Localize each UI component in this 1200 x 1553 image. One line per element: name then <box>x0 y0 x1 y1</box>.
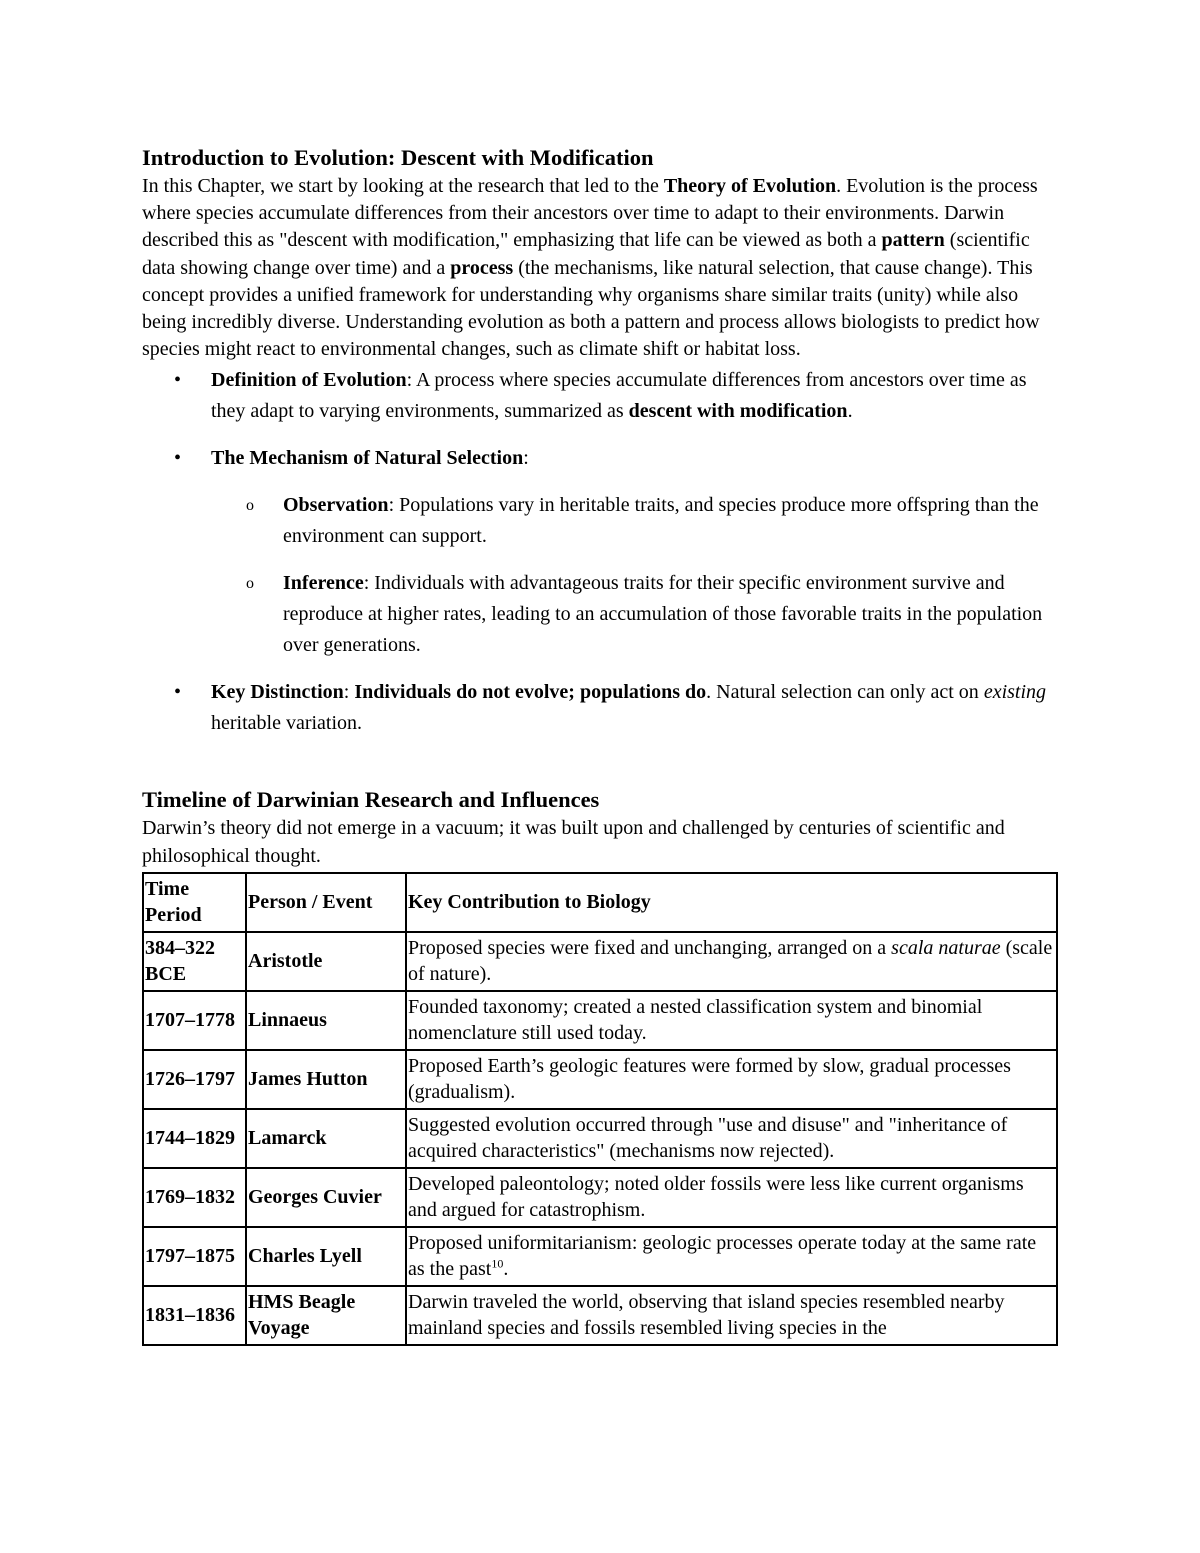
table-row <box>143 1109 1057 1168</box>
table-row <box>143 1168 1057 1227</box>
text: Suggested evolution occurred through "use and disuse" and "inheritance of acquired characteristics" (mechanisms now rejected). <box>408 1113 1008 1163</box>
section-heading: Introduction to Evolution: Descent with Modification <box>142 145 654 170</box>
bold-text: pattern <box>881 229 945 252</box>
header-cell: Person / Event <box>246 873 406 932</box>
text: heritable variation. <box>211 712 363 735</box>
bold-text: process <box>450 256 514 279</box>
list-item-distinction <box>142 677 1058 739</box>
text: : A process where species accumulate differences from ancestors over time as they adapt to varying environments, summarized as <box>211 369 1027 423</box>
text: Proposed Earth’s geologic features were formed by slow, gradual processes (gradualism). <box>408 1054 1011 1104</box>
text: (the mechanisms, like natural selection, that cause change). This concept provides a unified framework for understanding why organisms share similar traits (unity) while also being incredibly diverse. Understanding evolution as both a pattern and process allows biologists to predict how species might react to environmental changes, such as climate shift or habitat loss. <box>142 256 1040 361</box>
contribution-cell <box>406 1286 1057 1345</box>
period-cell: 1726–1797 <box>143 1050 246 1109</box>
table-header-row <box>143 873 1057 932</box>
sub-bullet-icon: o <box>246 497 254 515</box>
bold-text: descent with modification <box>628 400 848 423</box>
bold-text: The Mechanism of Natural Selection <box>211 447 524 470</box>
bullet-icon: • <box>174 681 182 704</box>
contribution-cell <box>406 932 1057 991</box>
contribution-cell <box>406 1227 1057 1286</box>
bold-text: Theory of Evolution <box>663 175 837 197</box>
bullet-list <box>142 365 1058 474</box>
text: Founded taxonomy; created a nested classification system and binomial nomenclature still used today. <box>408 995 983 1045</box>
bullet-icon: • <box>174 447 182 470</box>
text: . <box>847 400 853 423</box>
period-cell: 1744–1829 <box>143 1109 246 1168</box>
table-row <box>143 1227 1057 1286</box>
header-cell: Time Period <box>143 873 246 932</box>
person-cell: Georges Cuvier <box>246 1168 406 1227</box>
bold-text: Definition of Evolution <box>211 369 407 392</box>
sub-bullet-list <box>142 490 1058 661</box>
text: : <box>523 447 529 470</box>
text: Proposed uniformitarianism: geologic processes operate today at the same rate as the past <box>408 1231 1037 1281</box>
table-row <box>143 991 1057 1050</box>
text: : <box>343 681 355 704</box>
contribution-cell <box>406 1050 1057 1109</box>
text: (scale of nature). <box>408 936 1053 986</box>
contribution-cell <box>406 991 1057 1050</box>
timeline-table <box>142 872 1058 1346</box>
intro-paragraph <box>142 173 1058 363</box>
list-item-definition <box>142 365 1058 427</box>
person-cell: Aristotle <box>246 932 406 991</box>
document-page <box>142 143 1058 1346</box>
person-cell: Charles Lyell <box>246 1227 406 1286</box>
contribution-cell <box>406 1109 1057 1168</box>
italic-text: scala naturae <box>891 936 1001 959</box>
footnote-ref: 10 <box>491 1256 504 1271</box>
person-cell: HMS Beagle Voyage <box>246 1286 406 1345</box>
period-cell: 1831–1836 <box>143 1286 246 1345</box>
bold-text: Individuals do not evolve; populations do <box>354 681 707 704</box>
text: . Evolution is the process where species accumulate differences from their ancestors over time to adapt to their environments. Darwin described this as "descent with modification," emphasizing that life can be viewed as both a <box>142 175 1038 252</box>
text: . <box>503 1258 509 1281</box>
person-cell: Lamarck <box>246 1109 406 1168</box>
text: : Individuals with advantageous traits for their specific environment survive and reproduce at higher rates, leading to an accumulation of those favorable traits in the population over generations. <box>283 572 1043 657</box>
bold-text: Inference <box>283 572 364 595</box>
section-heading: Timeline of Darwinian Research and Influences <box>142 787 600 813</box>
bullet-icon: • <box>174 369 182 392</box>
text: : Populations vary in heritable traits, and species produce more offspring than the environment can support. <box>283 494 1039 548</box>
sub-bullet-icon: o <box>246 575 254 593</box>
text: . Natural selection can only act on <box>706 681 984 704</box>
text: Developed paleontology; noted older fossils were less like current organisms and argued for catastrophism. <box>408 1172 1024 1222</box>
list-item-mechanism <box>142 443 1058 474</box>
period-cell: 384–322 BCE <box>143 932 246 991</box>
table-row <box>143 1286 1057 1345</box>
period-cell: 1707–1778 <box>143 991 246 1050</box>
period-cell: 1769–1832 <box>143 1168 246 1227</box>
list-item-observation <box>142 490 1058 552</box>
text: (scientific data showing change over time) and a <box>142 229 1030 279</box>
person-cell: Linnaeus <box>246 991 406 1050</box>
text: Darwin traveled the world, observing that island species resembled nearby mainland species and fossils resembled living species in the <box>408 1290 1005 1340</box>
bullet-list <box>142 677 1058 739</box>
bold-text: Observation <box>283 494 389 517</box>
list-item-inference <box>142 568 1058 661</box>
timeline-intro: Darwin’s theory did not emerge in a vacuum; it was built upon and challenged by centuries of scientific and philosophical thought. <box>142 817 1005 867</box>
table-row <box>143 932 1057 991</box>
header-cell: Key Contribution to Biology <box>406 873 1057 932</box>
italic-text: existing <box>983 681 1047 704</box>
table-row <box>143 1050 1057 1109</box>
contribution-cell <box>406 1168 1057 1227</box>
text: Proposed species were fixed and unchanging, arranged on a <box>408 936 892 959</box>
period-cell: 1797–1875 <box>143 1227 246 1286</box>
text: In this Chapter, we start by looking at the research that led to the <box>142 175 664 197</box>
person-cell: James Hutton <box>246 1050 406 1109</box>
bold-text: Key Distinction <box>211 681 344 704</box>
